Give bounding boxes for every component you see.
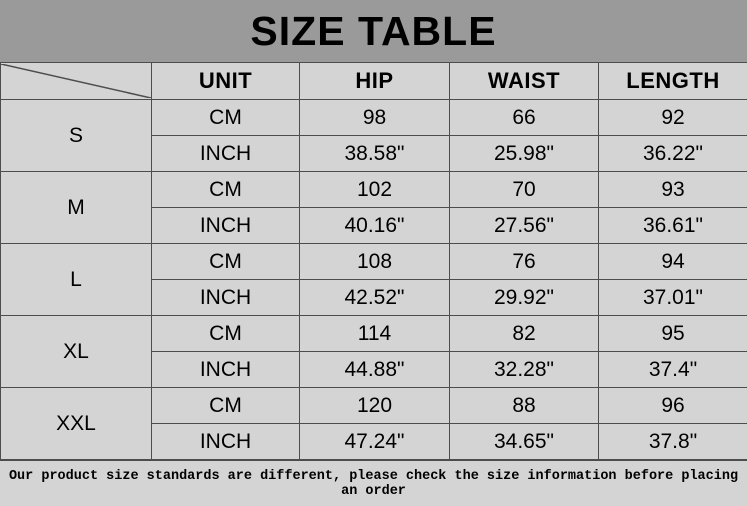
waist-inch: 27.56" <box>450 208 599 244</box>
table-row <box>1 388 747 424</box>
table-row <box>1 100 747 136</box>
waist-cm: 70 <box>450 172 599 208</box>
hip-cm: 120 <box>300 388 450 424</box>
column-header-unit: UNIT <box>152 63 300 100</box>
waist-inch: 25.98" <box>450 136 599 172</box>
table-row <box>1 244 747 280</box>
waist-inch: 34.65" <box>450 424 599 460</box>
hip-cm: 98 <box>300 100 450 136</box>
title-bar <box>0 0 747 62</box>
hip-inch: 47.24" <box>300 424 450 460</box>
unit-cm: CM <box>152 316 300 352</box>
waist-cm: 88 <box>450 388 599 424</box>
table-row <box>1 172 747 208</box>
hip-cm: 114 <box>300 316 450 352</box>
unit-inch: INCH <box>152 424 300 460</box>
length-inch: 36.22" <box>599 136 747 172</box>
length-cm: 92 <box>599 100 747 136</box>
hip-cm: 102 <box>300 172 450 208</box>
length-cm: 96 <box>599 388 747 424</box>
waist-inch: 32.28" <box>450 352 599 388</box>
page-title: SIZE TABLE <box>250 8 496 55</box>
unit-inch: INCH <box>152 280 300 316</box>
unit-cm: CM <box>152 244 300 280</box>
size-chart-table <box>0 62 747 460</box>
column-header-hip: HIP <box>300 63 450 100</box>
column-header-length: LENGTH <box>599 63 747 100</box>
unit-inch: INCH <box>152 208 300 244</box>
footer-note-text: Our product size standards are different, please check the size information before placing an order <box>0 469 747 499</box>
hip-inch: 38.58" <box>300 136 450 172</box>
footer-note-bar <box>0 460 747 506</box>
unit-cm: CM <box>152 100 300 136</box>
length-inch: 37.8" <box>599 424 747 460</box>
length-cm: 94 <box>599 244 747 280</box>
unit-inch: INCH <box>152 136 300 172</box>
column-header-waist: WAIST <box>450 63 599 100</box>
diagonal-line-icon <box>1 64 151 98</box>
waist-cm: 82 <box>450 316 599 352</box>
hip-inch: 44.88" <box>300 352 450 388</box>
unit-inch: INCH <box>152 352 300 388</box>
waist-inch: 29.92" <box>450 280 599 316</box>
table-header-row <box>1 63 747 100</box>
waist-cm: 66 <box>450 100 599 136</box>
corner-diagonal-cell <box>1 63 152 100</box>
length-cm: 95 <box>599 316 747 352</box>
unit-cm: CM <box>152 388 300 424</box>
length-inch: 36.61" <box>599 208 747 244</box>
length-inch: 37.01" <box>599 280 747 316</box>
size-label-m: M <box>1 172 152 244</box>
hip-inch: 42.52" <box>300 280 450 316</box>
unit-cm: CM <box>152 172 300 208</box>
length-inch: 37.4" <box>599 352 747 388</box>
table-row <box>1 316 747 352</box>
hip-inch: 40.16" <box>300 208 450 244</box>
size-label-l: L <box>1 244 152 316</box>
length-cm: 93 <box>599 172 747 208</box>
hip-cm: 108 <box>300 244 450 280</box>
size-label-xxl: XXL <box>1 388 152 460</box>
waist-cm: 76 <box>450 244 599 280</box>
size-label-s: S <box>1 100 152 172</box>
size-label-xl: XL <box>1 316 152 388</box>
